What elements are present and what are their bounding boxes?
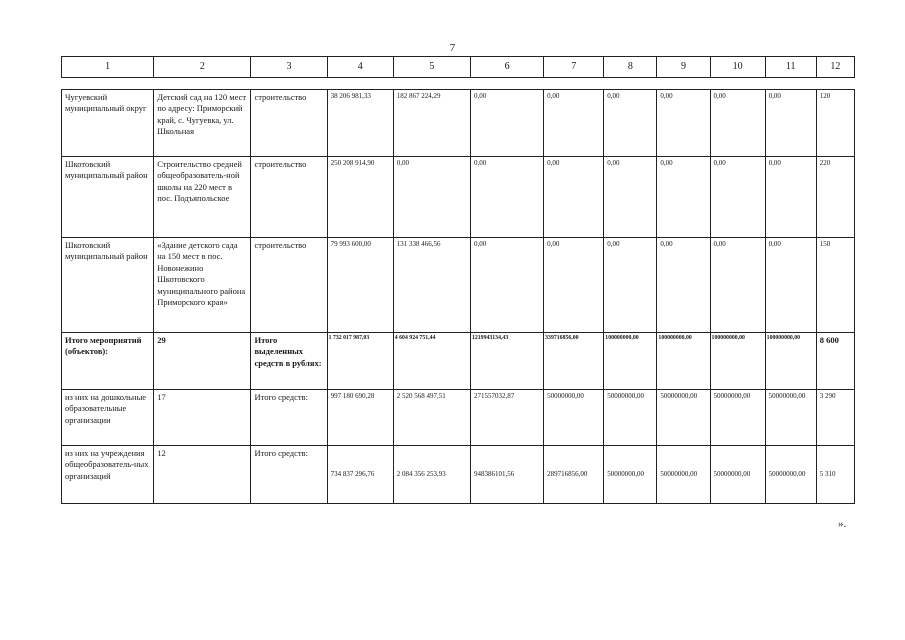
value-cell: 0,00: [544, 238, 604, 333]
header-cell: 1: [62, 57, 154, 78]
municipality-cell: Шкотовский муниципальный район: [62, 157, 154, 238]
category-count-cell: 17: [154, 390, 251, 446]
table-row: [62, 390, 855, 446]
object-name-cell: Строительство средней общеобразователь-ной школы на 220 мест в пос. Подъяпольское: [154, 157, 251, 238]
category-count-cell: 12: [154, 446, 251, 504]
object-name-cell: «Здание детского сада на 150 мест в пос. Новонежино Шкотовского муниципального района Приморского края»: [154, 238, 251, 333]
work-type-cell: строительство: [251, 238, 327, 333]
object-name-cell: Детский сад на 120 мест по адресу: Приморский край, с. Чугуевка, ул. Школьная: [154, 90, 251, 157]
value-cell: 1 732 017 987,03: [327, 333, 393, 390]
value-cell: 0,00: [765, 90, 816, 157]
value-cell: 0,00: [604, 157, 657, 238]
funds-label-cell: Итого средств:: [251, 446, 327, 504]
category-label-cell: из них на учреждения общеобразователь-ных организаций: [62, 446, 154, 504]
value-cell: 50000000,00: [657, 446, 710, 504]
value-cell: 131 338 466,56: [393, 238, 470, 333]
value-cell: 997 180 690,28: [327, 390, 393, 446]
total-funds-label-cell: Итого выделенных средств в рублях:: [251, 333, 327, 390]
capacity-cell: 220: [816, 157, 854, 238]
table-row: [62, 446, 855, 504]
value-cell: 0,00: [710, 90, 765, 157]
value-cell: 50000000,00: [657, 390, 710, 446]
header-cell: 11: [765, 57, 816, 78]
value-cell: 50000000,00: [765, 446, 816, 504]
category-label-cell: из них на дошкольные образовательные организации: [62, 390, 154, 446]
value-cell: 100000000,00: [657, 333, 710, 390]
header-row: [62, 57, 855, 78]
value-cell: 0,00: [765, 238, 816, 333]
value-cell: 50000000,00: [710, 446, 765, 504]
value-cell: 0,00: [710, 157, 765, 238]
value-cell: 100000000,00: [710, 333, 765, 390]
value-cell: 948386101,56: [470, 446, 543, 504]
work-type-cell: строительство: [251, 157, 327, 238]
municipality-cell: Чугуевский муниципальный округ: [62, 90, 154, 157]
value-cell: 0,00: [657, 238, 710, 333]
value-cell: 50000000,00: [604, 390, 657, 446]
value-cell: 38 206 981,33: [327, 90, 393, 157]
value-cell: 1219943134,43: [470, 333, 543, 390]
value-cell: 0,00: [393, 157, 470, 238]
total-label-cell: Итого мероприятий (объектов):: [62, 333, 154, 390]
value-cell: 0,00: [657, 157, 710, 238]
table-row: [62, 157, 855, 238]
value-cell: 0,00: [710, 238, 765, 333]
value-cell: 50000000,00: [544, 390, 604, 446]
page-number: 7: [449, 42, 456, 54]
value-cell: 0,00: [470, 238, 543, 333]
value-cell: 2 084 356 253,93: [393, 446, 470, 504]
value-cell: 2 520 568 497,51: [393, 390, 470, 446]
header-cell: 6: [470, 57, 543, 78]
header-cell: 10: [710, 57, 765, 78]
value-cell: 0,00: [657, 90, 710, 157]
header-cell: 8: [604, 57, 657, 78]
value-cell: 271557032,87: [470, 390, 543, 446]
total-count-cell: 29: [154, 333, 251, 390]
value-cell: 4 604 924 751,44: [393, 333, 470, 390]
capacity-cell: 8 600: [816, 333, 854, 390]
value-cell: 0,00: [604, 90, 657, 157]
value-cell: 339716856,00: [544, 333, 604, 390]
value-cell: 50000000,00: [604, 446, 657, 504]
value-cell: 0,00: [765, 157, 816, 238]
header-cell: 7: [544, 57, 604, 78]
capacity-cell: 120: [816, 90, 854, 157]
value-cell: 0,00: [544, 157, 604, 238]
capacity-cell: 3 290: [816, 390, 854, 446]
column-number-header: [61, 56, 855, 78]
table-row: [62, 238, 855, 333]
header-cell: 12: [816, 57, 854, 78]
value-cell: 0,00: [470, 90, 543, 157]
value-cell: 100000000,00: [765, 333, 816, 390]
header-cell: 5: [393, 57, 470, 78]
value-cell: 289716856,00: [544, 446, 604, 504]
work-type-cell: строительство: [251, 90, 327, 157]
closing-quote-mark: ».: [838, 518, 847, 530]
capacity-cell: 150: [816, 238, 854, 333]
value-cell: 100000000,00: [604, 333, 657, 390]
header-cell: 9: [657, 57, 710, 78]
value-cell: 79 993 600,00: [327, 238, 393, 333]
value-cell: 182 867 224,29: [393, 90, 470, 157]
objects-table: [61, 89, 855, 504]
header-cell: 2: [154, 57, 251, 78]
municipality-cell: Шкотовский муниципальный район: [62, 238, 154, 333]
value-cell: 0,00: [604, 238, 657, 333]
value-cell: 0,00: [470, 157, 543, 238]
value-cell: 250 208 914,90: [327, 157, 393, 238]
value-cell: 50000000,00: [710, 390, 765, 446]
value-cell: 734 837 296,76: [327, 446, 393, 504]
value-cell: 0,00: [544, 90, 604, 157]
header-cell: 3: [251, 57, 327, 78]
table-row-total: [62, 333, 855, 390]
funds-label-cell: Итого средств:: [251, 390, 327, 446]
capacity-cell: 5 310: [816, 446, 854, 504]
header-cell: 4: [327, 57, 393, 78]
value-cell: 50000000,00: [765, 390, 816, 446]
table-row: [62, 90, 855, 157]
